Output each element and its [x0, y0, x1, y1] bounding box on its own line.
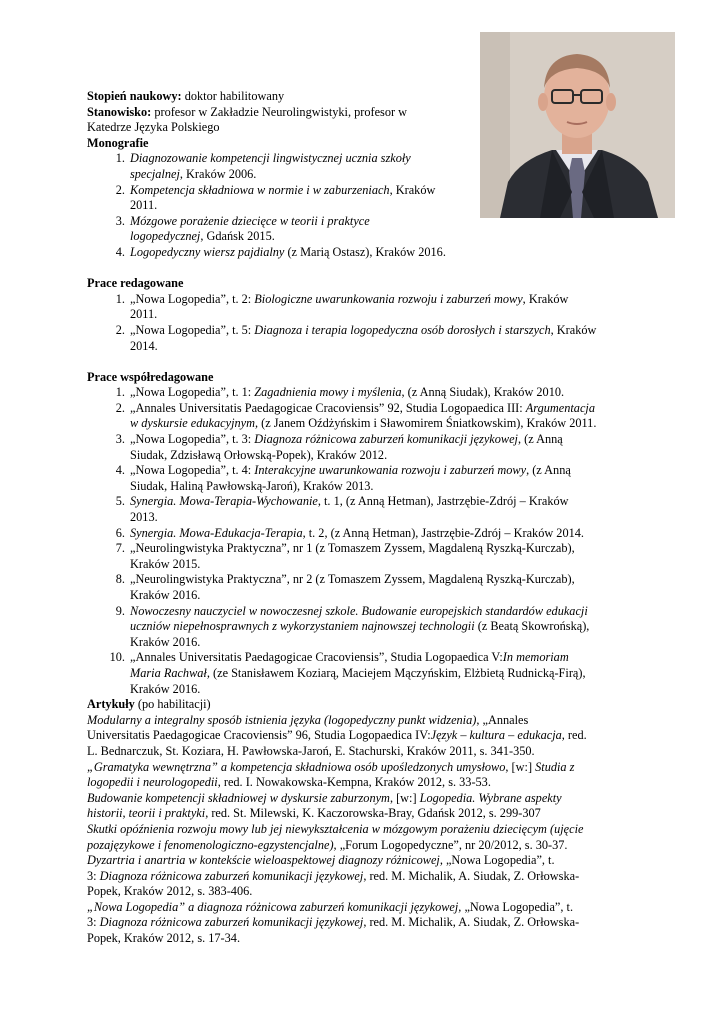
article-text: red. — [564, 728, 587, 743]
place: , Kraków — [522, 291, 569, 306]
entry-text: Siudak, Haliną Pawłowską-Jaroń), Kraków 2013. — [130, 478, 374, 493]
article-title: „Gramatyka wewnętrzna” a kompetencja składniowa osób upośledzonych umysłowo — [87, 759, 506, 774]
redagowane-list — [87, 292, 647, 354]
item-number: 9. — [115, 603, 125, 618]
monografie-list — [87, 151, 647, 260]
redagowane-heading: Prace redagowane — [87, 276, 184, 291]
list-item — [87, 572, 647, 603]
item-number: 7. — [115, 541, 125, 556]
wspolredagowane-heading: Prace współredagowane — [87, 369, 214, 384]
item-number: 1. — [115, 151, 125, 166]
book-title: Logopedyczny wiersz pajdialny — [130, 244, 285, 259]
article-text: 3: — [87, 868, 100, 883]
book-title-cont: specjalnej — [130, 166, 180, 181]
item-number: 8. — [115, 572, 125, 587]
article-line — [87, 728, 647, 744]
article-text: „Forum Logopedyczne”, nr 20/2012, s. 30-37. — [336, 837, 568, 852]
article-text: , „Annales — [476, 712, 529, 727]
entry-text: (z Beatą Skowrońską), — [474, 619, 590, 634]
entry-text: , (z Anną — [517, 432, 563, 447]
article-line — [87, 915, 647, 931]
entry-text: , t. 1, (z Anną Hetman), Jastrzębie-Zdrój – Kraków — [317, 494, 569, 509]
article-title: Diagnoza różnicowa zaburzeń komunikacji językowej — [99, 868, 364, 883]
entry-title: Argumentacja — [525, 400, 595, 415]
book-title: Mózgowe porażenie dziecięce w teorii i praktyce — [130, 213, 370, 228]
list-item — [87, 526, 647, 542]
article-line — [87, 822, 647, 838]
book-title: Kompetencja składniowa w normie i w zaburzeniach — [130, 182, 390, 197]
article-text: , [w:] — [505, 759, 536, 774]
book-details-cont: 2011. — [130, 198, 158, 213]
list-item — [87, 650, 647, 697]
artykuly-heading: Artykuły — [87, 697, 135, 712]
article-text: Popek, Kraków 2012, s. 383-406. — [87, 884, 253, 899]
entry-text: Kraków 2016. — [130, 681, 201, 696]
article-line — [87, 775, 647, 791]
item-number: 4. — [115, 244, 125, 259]
degree-value: doktor habilitowany — [181, 89, 285, 103]
entry-text: „Nowa Logopedia”, t. 1: — [130, 385, 255, 400]
article-title: Modularny a integralny sposób istnienia języka (logopedyczny punkt widzenia) — [87, 712, 477, 727]
year: 2011. — [130, 307, 158, 322]
article-line — [87, 853, 647, 869]
article-text: , red. I. Nowakowska-Kempna, Kraków 2012, s. 33-53. — [217, 775, 491, 790]
list-item — [87, 151, 647, 182]
item-number: 2. — [115, 182, 125, 197]
article-title: Studia z — [535, 759, 575, 774]
entry-text: Kraków 2016. — [130, 634, 201, 649]
article-text: Universitatis Paedagogicae Cracoviensis” 96, Studia Logopaedica IV: — [87, 728, 431, 743]
book-details: , Kraków 2006. — [179, 166, 257, 181]
entry-title: Interakcyjne uwarunkowania rozwoju i zaburzeń mowy — [254, 463, 527, 478]
book-details: , Gdańsk 2015. — [200, 229, 275, 244]
entry-text: „Neurolingwistyka Praktyczna”, nr 2 (z Tomaszem Zyssem, Magdaleną Ryszką-Kurczab), — [130, 572, 575, 587]
entry-text: Kraków 2015. — [130, 556, 201, 571]
volume-title: Diagnoza i terapia logopedyczna osób dorosłych i starszych — [254, 322, 551, 337]
artykuly-note: (po habilitacji) — [134, 697, 211, 712]
article-text: , red. M. Michalik, A. Siudak, Z. Orłowska- — [363, 868, 580, 883]
entry-title: Synergia. Mowa-Terapia-Wychowanie — [130, 494, 318, 509]
article-line — [87, 931, 647, 947]
list-item — [87, 245, 647, 261]
wspolredagowane-list — [87, 385, 647, 697]
item-number: 3. — [115, 213, 125, 228]
entry-text: „Annales Universitatis Paedagogicae Cracoviensis”, Studia Logopaedica V: — [130, 650, 503, 665]
item-number: 2. — [115, 322, 125, 337]
entry-text: (ze Stanisławem Koziarą, Maciejem Mączyńskim, Elżbietą Rudnicką-Firą), — [209, 665, 586, 680]
list-item — [87, 183, 647, 214]
article-text: , red. St. Milewski, K. Kaczorowska-Bray, Gdańsk 2012, s. 299-307 — [205, 806, 541, 821]
list-item — [87, 604, 647, 651]
book-details: , Kraków — [389, 182, 436, 197]
article-title: pozajęzykowe i fenomenologiczno-egzystencjalne), — [87, 837, 337, 852]
article-text: , [w:] — [389, 790, 420, 805]
article-line — [87, 713, 647, 729]
volume-title: Biologiczne uwarunkowania rozwoju i zaburzeń mowy — [254, 291, 523, 306]
cv-content — [87, 89, 647, 947]
position-line — [87, 105, 647, 121]
book-title-cont: logopedycznej — [130, 229, 201, 244]
entry-text: „Nowa Logopedia”, t. 3: — [130, 432, 255, 447]
entry-title: In memoriam — [502, 650, 569, 665]
entry-text: Siudak, Zdzisławą Orłowską-Popek), Kraków 2012. — [130, 447, 388, 462]
article-line — [87, 791, 647, 807]
list-item — [87, 541, 647, 572]
entry-title: uczniów niepełnosprawnych z wykorzystaniem najnowszej technologii — [130, 619, 475, 634]
article-line — [87, 900, 647, 916]
entry-text: „Nowa Logopedia”, t. 4: — [130, 463, 255, 478]
item-number: 2. — [115, 400, 125, 415]
position-label: Stanowisko: — [87, 104, 152, 119]
item-number: 4. — [115, 463, 125, 478]
list-item — [87, 463, 647, 494]
degree-line — [87, 89, 647, 105]
entry-text: 2013. — [130, 510, 158, 525]
list-item — [87, 323, 647, 354]
articles-list — [87, 713, 647, 947]
entry-text: , (z Anną — [526, 463, 571, 478]
entry-text: „Neurolingwistyka Praktyczna”, nr 1 (z Tomaszem Zyssem, Magdaleną Ryszką-Kurczab), — [130, 541, 575, 556]
article-title: Dyzartria i anartria w kontekście wieloaspektowej diagnozy różnicowej, — [87, 853, 443, 868]
item-number: 10. — [109, 650, 125, 665]
article-title: Skutki opóźnienia rozwoju mowy lub jej niewykształcenia w mózgowym porażeniu dziecięcym (ujęcie — [87, 821, 584, 836]
article-text: „Nowa Logopedia”, t. — [442, 853, 555, 868]
item-number: 3. — [115, 432, 125, 447]
item-number: 6. — [115, 525, 125, 540]
item-number: 1. — [115, 291, 125, 306]
item-number: 1. — [115, 385, 125, 400]
monografie-heading: Monografie — [87, 135, 149, 150]
article-text: 3: — [87, 915, 100, 930]
article-title: logopedii i neurologopedii — [87, 775, 218, 790]
article-line — [87, 806, 647, 822]
article-text: Popek, Kraków 2012, s. 17-34. — [87, 931, 241, 946]
article-title: Diagnoza różnicowa zaburzeń komunikacji językowej — [99, 915, 364, 930]
article-title: Budowanie kompetencji składniowej w dyskursie zaburzonym — [87, 790, 390, 805]
list-item — [87, 385, 647, 401]
entry-title: Synergia. Mowa-Edukacja-Terapia, — [130, 525, 306, 540]
article-title: historii, teorii i praktyki — [87, 806, 206, 821]
article-title: Język – kultura – edukacja, — [430, 728, 565, 743]
entry-title: Nowoczesny nauczyciel w nowoczesnej szkole. Budowanie europejskich standardów edukacji — [130, 603, 588, 618]
book-details: (z Marią Ostasz), Kraków 2016. — [284, 244, 446, 259]
artykuly-heading-line — [87, 697, 647, 713]
journal-name: „Nowa Logopedia”, t. 5: — [130, 322, 255, 337]
item-number: 5. — [115, 494, 125, 509]
article-text: L. Bednarczuk, St. Koziara, H. Pawłowska-Jaroń, E. Stachurski, Kraków 2011, s. 341-350. — [87, 743, 535, 758]
year: 2014. — [130, 338, 158, 353]
entry-title: Diagnoza różnicowa zaburzeń komunikacji językowej — [254, 432, 518, 447]
list-item — [87, 494, 647, 525]
entry-text: (z Janem Oźdżyńskim i Sławomirem Śniatkowskim), Kraków 2011. — [258, 416, 597, 431]
entry-title: Maria Rachwał, — [130, 665, 210, 680]
entry-text: , (z Anną Siudak), Kraków 2010. — [401, 385, 565, 400]
entry-text: Kraków 2016. — [130, 588, 201, 602]
article-line — [87, 744, 647, 760]
entry-title: Zagadnienia mowy i myślenia — [254, 385, 402, 400]
article-line — [87, 884, 647, 900]
article-text: „Nowa Logopedia”, t. — [461, 899, 574, 914]
article-title: „Nowa Logopedia” a diagnoza różnicowa zaburzeń komunikacji językowej, — [87, 899, 462, 914]
entry-title: w dyskursie edukacyjnym, — [130, 416, 259, 431]
list-item — [87, 292, 647, 323]
entry-text: t. 2, (z Anną Hetman), Jastrzębie-Zdrój – Kraków 2014. — [305, 525, 584, 540]
list-item — [87, 432, 647, 463]
book-title: Diagnozowanie kompetencji lingwistycznej ucznia szkoły — [130, 151, 411, 166]
position-line-2: Katedrze Języka Polskiego — [87, 120, 220, 135]
article-text: , red. M. Michalik, A. Siudak, Z. Orłowska- — [363, 915, 580, 930]
journal-name: „Nowa Logopedia”, t. 2: — [130, 291, 255, 306]
article-line — [87, 869, 647, 885]
position-value: profesor w Zakładzie Neurolingwistyki, profesor w — [151, 104, 408, 119]
place: , Kraków — [550, 322, 597, 337]
list-item — [87, 401, 647, 432]
entry-text: „Annales Universitatis Paedagogicae Cracoviensis” 92, Studia Logopaedica III: — [130, 400, 526, 415]
list-item — [87, 214, 647, 245]
article-title: Logopedia. Wybrane aspekty — [419, 790, 562, 805]
article-line — [87, 838, 647, 854]
article-line — [87, 760, 647, 776]
degree-label: Stopień naukowy: — [87, 89, 182, 103]
